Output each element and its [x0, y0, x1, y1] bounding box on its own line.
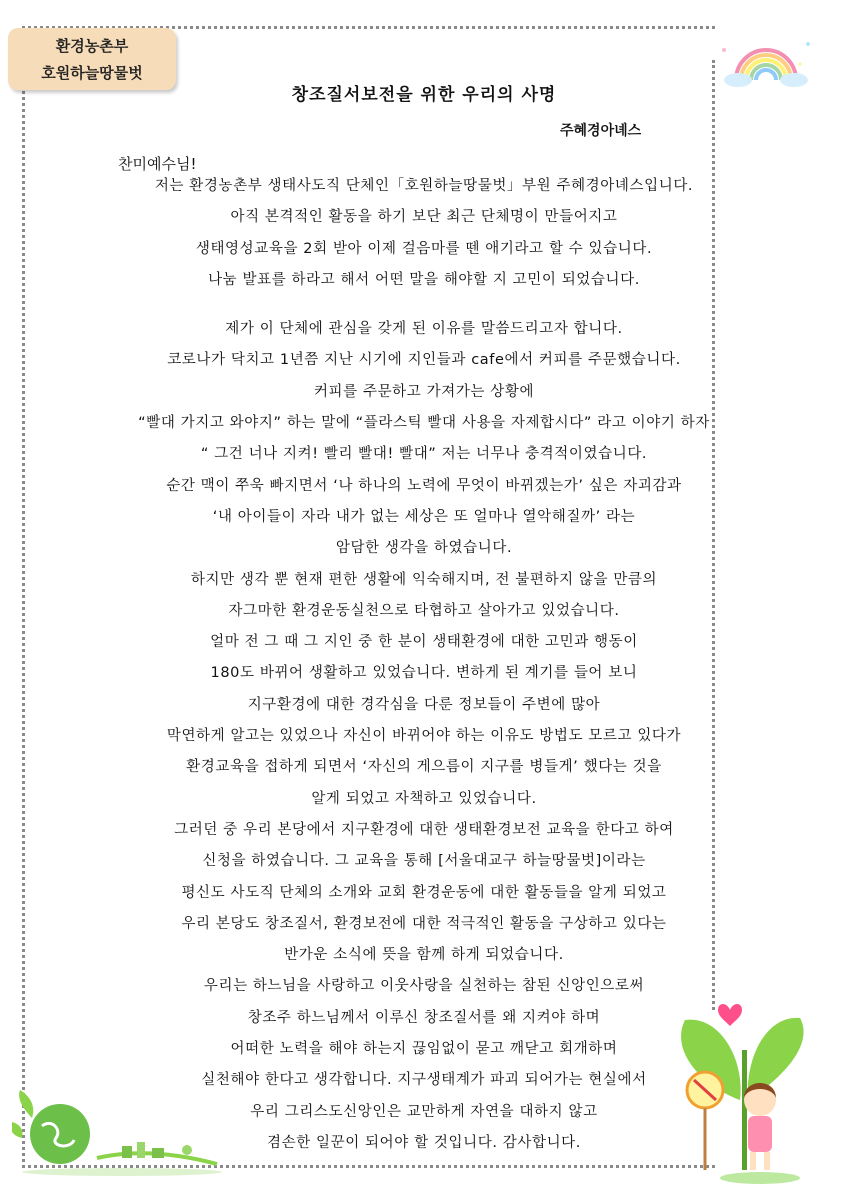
text-line: 막연하게 알고는 있었으나 자신이 바뀌어야 하는 이유도 방법도 모르고 있다가: [166, 728, 682, 745]
group-name: 호원하늘땅물벗: [41, 64, 143, 82]
text-line: 그러던 중 우리 본당에서 지구환경에 대한 생태환경보전 교육을 한다고 하여: [174, 821, 674, 838]
text-line: 우리는 하느님을 사랑하고 이웃사랑을 실천하는 참된 신앙인으로써: [203, 978, 645, 995]
text-line: 알게 되었고 자책하고 있었습니다.: [311, 790, 537, 807]
text-line: 평신도 사도직 단체의 소개와 교회 환경운동에 대한 활동들을 알게 되었고: [181, 884, 667, 901]
text-line: 창조주 하느님께서 이루신 창조질서를 왜 지켜야 하며: [247, 1009, 601, 1026]
text-line: 제가 이 단체에 관심을 갖게 된 이유를 말씀드리고자 합니다.: [225, 321, 623, 338]
text-line: 신청을 하였습니다. 그 교육을 통해 [서울대교구 하늘땅물벗]이라는: [202, 853, 646, 870]
author-name: 주혜경아녜스: [560, 123, 642, 139]
text-line: “ 그건 너나 지켜! 빨리 빨대! 빨대” 저는 너무나 충격적이였습니다.: [200, 446, 648, 463]
text-line: 커피를 주문하고 가져가는 상황에: [313, 383, 535, 400]
text-line: 자그마한 환경운동실천으로 타협하고 살아가고 있었습니다.: [228, 602, 620, 619]
text-line: 180도 바뀌어 생활하고 있었습니다. 변하게 된 계기를 들어 보니: [210, 665, 638, 682]
text-line: 겸손한 일꾼이 되어야 할 것입니다. 감사합니다.: [267, 1134, 581, 1151]
text-line: 실천해야 한다고 생각합니다. 지구생태계가 파괴 되어가는 현실에서: [201, 1072, 647, 1089]
greeting: 찬미예수님!: [118, 155, 197, 173]
text-line: 나눔 발표를 하라고 해서 어떤 말을 해야할 지 고민이 되었습니다.: [208, 271, 640, 288]
text-line: 코로나가 닥치고 1년쯤 지난 시기에 지인들과 cafe에서 커피를 주문했습니다.: [167, 352, 681, 369]
sprout-girl-icon: [660, 990, 840, 1190]
text-line: 우리 그리스도신앙인은 교만하게 자연을 대하지 않고: [250, 1103, 598, 1120]
text-line: 지구환경에 대한 경각심을 다룬 정보들이 주변에 많아: [247, 696, 601, 713]
text-line: ‘내 아이들이 자라 내가 없는 세상은 또 얼마나 열악해질까’ 라는: [212, 508, 636, 525]
text-line: 얼마 전 그 때 그 지인 중 한 분이 생태환경에 대한 고민과 행동이: [210, 634, 638, 651]
text-line: 순간 맥이 쭈욱 빠지면서 ‘나 하나의 노력에 무엇이 바뀌겠는가’ 싶은 자괴감과: [166, 477, 682, 494]
text-line: “빨대 가지고 와야지” 하는 말에 “플라스틱 빨대 사용을 자제합시다” 라고 이야기 하자: [138, 415, 710, 432]
earth-icon: [12, 1088, 232, 1178]
text-line: 아직 본격적인 활동을 하기 보단 최근 단체명이 만들어지고: [230, 209, 618, 226]
page-title: 창조질서보전을 위한 우리의 사명: [291, 85, 557, 105]
text-line: 생태영성교육을 2회 받아 이제 걸음마를 뗀 애기라고 할 수 있습니다.: [195, 240, 653, 257]
text-line: 저는 환경농촌부 생태사도직 단체인「호원하늘땅물벗」부원 주혜경아녜스입니다.: [154, 178, 694, 194]
text-line: 하지만 생각 뿐 현재 편한 생활에 익숙해지며, 전 불편하지 않을 만큼의: [190, 571, 658, 588]
text-line: 반가운 소식에 뜻을 함께 하게 되었습니다.: [284, 947, 564, 964]
text-line: 우리 본당도 창조질서, 환경보전에 대한 적극적인 활동을 구상하고 있다는: [181, 915, 667, 932]
text-line: 환경교육을 접하게 되면서 ‘자신의 게으름이 지구를 병들게’ 했다는 것을: [186, 759, 662, 776]
text-line: 암담한 생각을 하였습니다.: [335, 540, 513, 557]
text-line: 어떠한 노력을 해야 하는지 끊임없이 묻고 깨닫고 회개하며: [230, 1041, 618, 1058]
department-name: 환경농촌부: [55, 37, 129, 55]
